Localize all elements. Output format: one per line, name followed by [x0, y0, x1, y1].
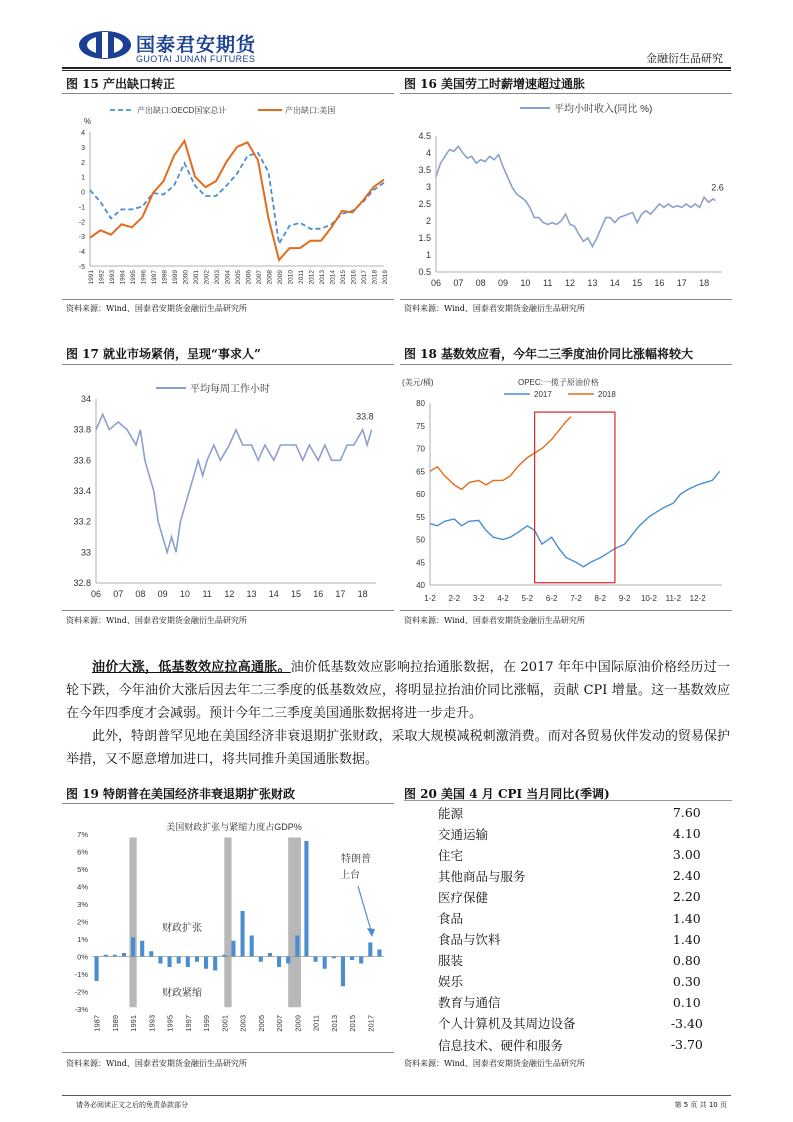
chart-title: OPEC:一揽子原油价格 [518, 378, 599, 387]
figure-17-title: 图 17 就业市场紧俏，呈现“事求人” [66, 347, 261, 361]
x-tick-label: 2010 [287, 270, 295, 285]
x-tick-label: 1995 [130, 270, 137, 285]
x-tick-label: 1991 [88, 270, 95, 285]
cpi-category: 医疗保健 [438, 889, 489, 905]
x-tick-label: 9-2 [618, 594, 631, 603]
paragraph-text: 油价低基数效应影响拉抬通胀数据，在 2017 年年中国际原油价格经历过一轮下跌，今年油价大涨后因去年二三季度的低基数效应，将明显拉抬油价同比涨幅，贡献 CPI 增量。这一基数效应在今年四季度才会减弱。预计今年二三季度美国通胀数据将进一步走升。 [66, 660, 730, 721]
bar [350, 957, 354, 961]
paragraph-fiscal-expansion: 此外，特朗普罕见地在美国经济非衰退期扩张财政，采取大规模减税刺激消费。而对各贸易伙伴发动的贸易保护举措，又不愿意增加进口，将共同推升美国通胀数据。 [66, 729, 730, 767]
x-tick-label: 1991 [129, 1015, 139, 1032]
y-tick-label: 1% [77, 935, 88, 944]
x-tick-label: 4-2 [497, 594, 509, 603]
y-tick-label: -2% [74, 987, 88, 997]
x-tick-label: 2006 [245, 270, 253, 285]
x-tick-label: 2003 [214, 270, 221, 285]
x-tick-label: 15 [290, 589, 302, 599]
x-tick-label: 2001 [220, 1015, 230, 1032]
cpi-category: 食品 [438, 911, 464, 927]
figure-20-source: 资料来源：Wind、国泰君安期货金融衍生品研究所 [404, 1059, 585, 1068]
x-tick-label: 06 [90, 589, 102, 599]
y-tick-label: 1 [81, 174, 85, 182]
x-tick-label: 10-2 [640, 594, 658, 603]
bar [277, 957, 281, 968]
bar [149, 951, 153, 956]
recession-band [288, 838, 301, 1008]
bar [95, 957, 99, 982]
y-tick-label: 5% [77, 865, 88, 874]
x-tick-label: 1993 [147, 1015, 157, 1032]
x-tick-label: 2007 [256, 270, 263, 285]
x-tick-label: 11 [543, 278, 553, 288]
x-tick-label: 1989 [110, 1015, 120, 1032]
y-tick-label: 33.8 [73, 424, 91, 435]
x-tick-label: 2018 [371, 270, 379, 285]
cpi-value: 0.10 [672, 994, 701, 1010]
x-tick-label: 11 [202, 589, 212, 599]
y-tick-label: 4 [81, 130, 85, 137]
cpi-value: 0.80 [672, 952, 701, 968]
table-row [404, 1034, 732, 1055]
x-tick-label: 1993 [109, 270, 116, 285]
x-tick-label: 2017 [366, 1015, 376, 1032]
y-tick-label: 7% [77, 830, 88, 839]
x-tick-label: 1992 [98, 270, 106, 285]
bar [250, 936, 254, 957]
figure-18-title: 图 18 基数效应看，今年二三季度油价同比涨幅将较大 [404, 347, 694, 361]
x-tick-label: 2005 [235, 270, 242, 285]
x-tick-label: 18 [699, 278, 710, 288]
x-tick-label: 07 [453, 278, 464, 288]
y-tick-label: 2.5 [418, 199, 431, 209]
series-line-产出缺口:OECD国家总计 [90, 153, 384, 244]
bar [377, 950, 381, 957]
x-tick-label: 1999 [202, 1015, 212, 1032]
x-tick-label: 1996 [140, 270, 148, 285]
y-tick-label: 40 [416, 581, 425, 590]
x-tick-label: 16 [313, 589, 324, 599]
table-row [404, 907, 732, 928]
bar [295, 936, 299, 957]
series-line-产出缺口:美国 [90, 141, 384, 260]
y-tick-label: 3% [77, 900, 88, 909]
figure-18-frame [400, 364, 732, 611]
x-tick-label: 2008 [266, 270, 274, 285]
y-tick-label: 32.8 [73, 578, 91, 588]
y-tick-label: -1% [74, 970, 88, 979]
legend-label-2018: 2018 [598, 390, 616, 399]
cpi-category: 住宅 [438, 847, 464, 863]
x-tick-label: 06 [430, 278, 442, 288]
figure-19-frame [62, 803, 394, 1053]
cpi-value: -3.70 [670, 1037, 703, 1053]
bar [104, 955, 108, 957]
bar [341, 957, 345, 987]
x-tick-label: 12-2 [689, 594, 706, 603]
x-tick-label: 2015 [340, 270, 347, 285]
footer-disclaimer: 请务必阅读正文之后的免责条款部分 [76, 1101, 188, 1109]
x-tick-label: 1998 [161, 270, 169, 285]
x-tick-label: 2019 [382, 270, 389, 285]
bar [304, 841, 308, 957]
cpi-category: 能源 [438, 805, 464, 821]
figure-19-title: 图 19 特朗普在美国经济非衰退期扩张财政 [66, 787, 296, 801]
cpi-value: 1.40 [672, 931, 701, 947]
annotation-tighten: 财政紧缩 [162, 988, 202, 999]
recession-band [224, 838, 231, 1008]
x-tick-label: 2011 [298, 270, 305, 284]
bar [195, 957, 199, 962]
y-tick-label: -3 [78, 234, 85, 242]
x-tick-label: 2007 [275, 1015, 285, 1032]
x-tick-label: 1987 [92, 1015, 102, 1032]
x-tick-label: 2001 [193, 270, 200, 285]
cpi-category: 服装 [438, 953, 464, 969]
y-tick-label: 4.5 [418, 131, 431, 141]
x-tick-label: 2003 [238, 1015, 248, 1032]
figure-17-chart [62, 365, 394, 610]
legend-label: 平均每周工作小时 [190, 384, 270, 395]
y-tick-label: 2% [77, 917, 88, 927]
cpi-category: 食品与饮料 [438, 932, 501, 948]
y-tick-label: 3 [81, 144, 85, 152]
cpi-value: 4.10 [672, 826, 701, 842]
bar [323, 957, 327, 969]
cpi-category: 交通运输 [438, 826, 489, 842]
y-tick-label: 1.5 [418, 233, 431, 243]
x-tick-label: 2014 [329, 270, 337, 285]
x-tick-label: 10 [179, 589, 190, 599]
y-tick-label: 6% [77, 847, 88, 857]
paragraph-oil-base-effect [66, 656, 730, 725]
cpi-category: 娱乐 [438, 974, 464, 990]
x-tick-label: 1997 [183, 1015, 193, 1032]
y-tick-label: 33.2 [73, 516, 91, 527]
table-row [404, 1013, 732, 1034]
bar [231, 941, 235, 957]
y-unit-label: (美元/桶) [402, 378, 434, 387]
x-tick-label: 2016 [350, 270, 358, 285]
bar [286, 957, 290, 964]
y-tick-label: 60 [416, 490, 425, 499]
x-tick-label: 2-2 [448, 594, 461, 603]
y-tick-label: 75 [416, 421, 425, 431]
series-line-2018 [430, 417, 571, 490]
annotation-trump-line1: 特朗普 [341, 854, 371, 865]
x-tick-label: 2002 [203, 270, 211, 285]
figure-16-frame [400, 93, 732, 300]
x-tick-label: 1995 [165, 1015, 175, 1032]
cpi-category: 个人计算机及其周边设备 [438, 1016, 576, 1032]
table-row [404, 971, 732, 992]
legend-label-oecd: 产出缺口:OECD国家总计 [137, 106, 227, 115]
end-value-annotation: 33.8 [356, 411, 374, 422]
x-tick-label: 12 [224, 589, 235, 599]
bar [359, 957, 363, 964]
figure-19-chart [62, 804, 394, 1052]
y-tick-label: 45 [416, 558, 425, 568]
x-tick-label: 2004 [224, 270, 232, 285]
y-tick-label: -1 [78, 204, 85, 212]
figure-16-title: 图 16 美国劳工时薪增速超过通胀 [404, 77, 586, 91]
table-row [404, 823, 732, 844]
cpi-value: 2.20 [672, 889, 701, 905]
bar [213, 957, 217, 971]
bar [177, 957, 181, 964]
figure-16-chart [400, 94, 732, 299]
table-row [404, 929, 732, 950]
table-row [404, 802, 732, 823]
series-line-2017 [430, 471, 720, 567]
legend-label-us: 产出缺口:美国 [285, 106, 336, 115]
x-tick-label: 09 [157, 589, 168, 599]
x-tick-label: 2009 [293, 1015, 303, 1032]
figure-17-frame [62, 364, 394, 611]
bar [186, 957, 190, 968]
x-tick-label: 07 [113, 589, 124, 599]
cpi-value: 1.40 [672, 910, 701, 926]
bar [168, 957, 172, 968]
cpi-category: 教育与通信 [438, 995, 501, 1011]
bar [131, 937, 135, 956]
x-tick-label: 2015 [348, 1015, 358, 1032]
y-tick-label: 33.6 [73, 455, 91, 466]
cpi-table [404, 802, 732, 1055]
y-tick-label: 3 [425, 182, 431, 192]
figure-18-chart [400, 365, 732, 610]
end-value-annotation: 2.6 [711, 182, 724, 193]
bar [368, 943, 372, 957]
table-row [404, 844, 732, 865]
y-tick-label: 0.5 [418, 267, 431, 277]
cpi-value: 7.60 [672, 805, 701, 821]
x-tick-label: 18 [357, 589, 368, 599]
figure-15-title: 图 15 产出缺口转正 [66, 77, 176, 91]
y-tick-label: 1 [425, 250, 431, 260]
y-tick-label: 33.4 [73, 486, 91, 496]
figure-17-source: 资料来源：Wind、国泰君安期货金融衍生品研究所 [66, 616, 247, 625]
bar [241, 911, 245, 957]
x-tick-label: 7-2 [570, 594, 582, 603]
footer-page-number: 第 5 页 共 10 页 [674, 1101, 727, 1109]
table-row [404, 865, 732, 886]
legend-label-2017: 2017 [534, 390, 552, 399]
bar [140, 941, 144, 957]
series-line-平均小时收入(同比 %) [436, 146, 715, 246]
figure-15-frame [62, 93, 394, 300]
y-tick-label: -3% [74, 1005, 88, 1014]
footer-rule [62, 1095, 731, 1096]
bar [204, 957, 208, 969]
table-row [404, 886, 732, 907]
x-tick-label: 2013 [329, 1015, 339, 1032]
x-tick-label: 13 [587, 278, 598, 288]
header-rule [62, 67, 731, 69]
y-tick-label: 0% [77, 952, 88, 962]
y-tick-label: 4% [77, 882, 88, 892]
x-tick-label: 2005 [256, 1015, 266, 1032]
figure-20-title: 图 20 美国 4 月 CPI 当月同比(季调) [404, 787, 610, 801]
table-row [404, 992, 732, 1013]
bar [158, 957, 162, 964]
table-top-rule [404, 800, 732, 801]
bar [259, 957, 263, 962]
x-tick-label: 16 [654, 278, 665, 288]
x-tick-label: 15 [632, 278, 643, 288]
x-tick-label: 2000 [182, 270, 190, 285]
figure-15-source: 资料来源：Wind、国泰君安期货金融衍生品研究所 [66, 304, 247, 313]
x-tick-label: 08 [135, 589, 146, 599]
annotation-arrowhead [367, 928, 375, 937]
x-tick-label: 2009 [277, 270, 284, 285]
x-tick-label: 09 [498, 278, 509, 288]
y-tick-label: 50 [416, 535, 425, 545]
series-line-平均每周工作小时 [96, 411, 374, 552]
bar [314, 957, 318, 962]
y-tick-label: 80 [416, 399, 425, 408]
bar [113, 955, 117, 957]
figure-18-source: 资料来源：Wind、国泰君安期货金融衍生品研究所 [404, 616, 585, 625]
department-label: 金融衍生品研究 [646, 52, 723, 65]
bar [222, 955, 226, 957]
y-tick-label: 34 [80, 394, 91, 404]
figure-19-source: 资料来源：Wind、国泰君安期货金融衍生品研究所 [66, 1059, 247, 1068]
highlight-box [535, 412, 615, 583]
x-tick-label: 2017 [361, 270, 368, 285]
recession-band [129, 838, 136, 1008]
x-tick-label: 11-2 [665, 594, 682, 603]
y-tick-label: 4 [425, 148, 431, 158]
x-tick-label: 1997 [151, 270, 158, 285]
x-tick-label: 8-2 [594, 594, 607, 603]
x-tick-label: 14 [268, 589, 279, 599]
annotation-expand: 财政扩张 [162, 923, 202, 934]
y-tick-label: -2 [78, 219, 85, 227]
x-tick-label: 2013 [319, 270, 326, 285]
y-tick-label: 2 [425, 216, 431, 226]
cpi-value: 2.40 [672, 868, 701, 884]
x-tick-label: 2011 [311, 1015, 321, 1032]
bar [332, 957, 336, 959]
y-tick-label: 65 [416, 467, 425, 477]
y-tick-label: -5 [78, 264, 85, 271]
x-tick-label: 14 [609, 278, 620, 288]
cpi-category: 信息技术、硬件和服务 [438, 1037, 564, 1053]
figure-16-source: 资料来源：Wind、国泰君安期货金融衍生品研究所 [404, 304, 585, 313]
annotation-trump-line2: 上台 [340, 870, 360, 881]
cpi-value: -3.40 [670, 1015, 703, 1031]
company-name-en: GUOTAI JUNAN FUTURES [136, 54, 256, 64]
x-tick-label: 12 [565, 278, 576, 288]
y-tick-label: 33 [80, 547, 91, 558]
x-tick-label: 1999 [172, 270, 179, 285]
figure-15-chart [62, 94, 394, 299]
cpi-value: 3.00 [672, 847, 701, 863]
paragraph-heading: 油价大涨，低基数效应拉高通胀。 [92, 660, 291, 675]
y-tick-label: 2 [81, 159, 85, 167]
y-tick-label: -4 [78, 249, 85, 257]
y-tick-label: 0 [81, 189, 85, 197]
annotation-arrow [358, 886, 372, 934]
x-tick-label: 10 [520, 278, 531, 288]
header-rule-thin [62, 70, 731, 71]
legend-label: 平均小时收入(同比 %) [554, 104, 653, 115]
cpi-value: 0.30 [672, 973, 701, 989]
bar [268, 953, 272, 957]
x-tick-label: 13 [246, 589, 257, 599]
x-tick-label: 17 [676, 278, 687, 288]
company-name-cn: 国泰君安期货 [136, 34, 257, 56]
y-unit-label: % [84, 117, 92, 126]
cpi-category: 其他商品与服务 [438, 868, 526, 884]
x-tick-label: 1-2 [424, 594, 436, 603]
company-logo-icon [78, 30, 132, 60]
bar [122, 953, 126, 957]
x-tick-label: 5-2 [521, 594, 534, 603]
y-tick-label: 3.5 [418, 165, 431, 175]
x-tick-label: 08 [475, 278, 486, 288]
table-row [404, 950, 732, 971]
chart-title: 美国财政扩张与紧缩力度占GDP% [166, 822, 302, 832]
x-tick-label: 17 [335, 589, 346, 599]
x-tick-label: 3-2 [472, 594, 485, 603]
x-tick-label: 2012 [308, 270, 316, 285]
y-tick-label: 55 [416, 512, 425, 522]
x-tick-label: 6-2 [545, 594, 558, 603]
y-tick-label: 70 [416, 444, 425, 454]
x-tick-label: 1994 [119, 270, 127, 285]
